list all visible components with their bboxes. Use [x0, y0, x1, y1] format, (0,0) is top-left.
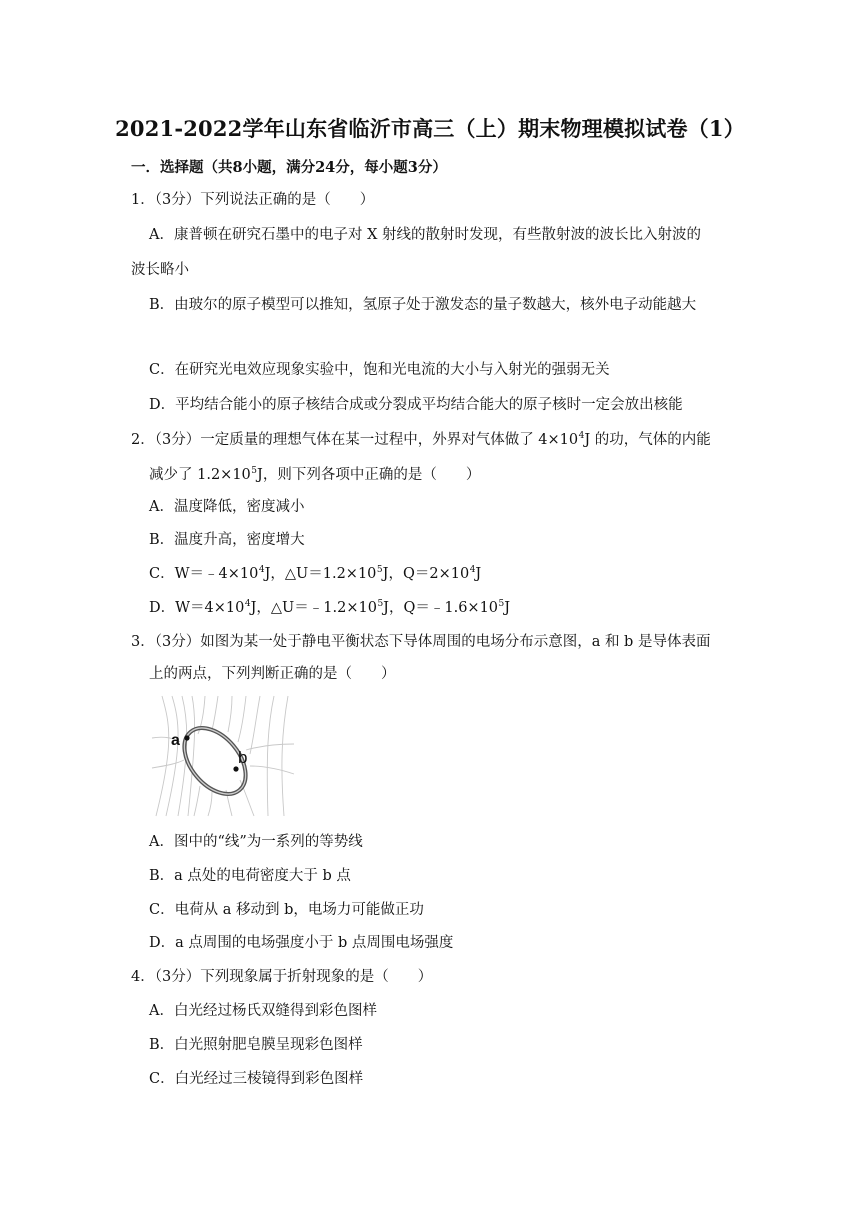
q4-option-c: C．白光经过三棱镜得到彩色图样 [149, 1071, 364, 1087]
label-b: b [238, 748, 248, 767]
q2-option-b: B．温度升高，密度增大 [149, 532, 305, 548]
point-a-dot [184, 735, 189, 740]
q2-option-d: D．$W=4\times 10^4J$，$\triangle U=﹣1.2\times 10^5J$，$Q=﹣1.6\times 10^5J$ [149, 599, 511, 616]
q2-stem-line1: 2．（3分）一定质量的理想气体在某一过程中，外界对气体做了 $4\times 10^4J$ 的功，气体的内能 [131, 431, 711, 448]
q2-option-c: C．$W=﹣4\times 10^4J$，$\triangle U=1.2\times 10^5J$，$Q=2\times 10^4J$ [149, 565, 482, 582]
q1-option-d: D．平均结合能小的原子核结合成或分裂成平均结合能大的原子核时一定会放出核能 [149, 397, 683, 413]
q1-option-b: B．由玻尔的原子模型可以推知，氢原子处于激发态的量子数越大，核外电子动能越大 [149, 297, 697, 313]
q3-option-a: A．图中的“线”为一系列的等势线 [149, 834, 363, 850]
q3-option-d: D．a 点周围的电场强度小于 b 点周围电场强度 [149, 935, 454, 951]
q3-stem-line2: 上的两点，下列判断正确的是（ ） [149, 666, 396, 682]
q1-option-a-line1: A．康普顿在研究石墨中的电子对 X 射线的散射时发现，有些散射波的波长比入射波的 [149, 227, 702, 243]
q2-option-a: A．温度降低，密度减小 [149, 499, 305, 515]
q1-stem: 1．（3分）下列说法正确的是（ ） [131, 192, 375, 208]
q4-stem: 4．（3分）下列现象属于折射现象的是（ ） [131, 969, 433, 985]
q1-option-c: C．在研究光电效应现象实验中，饱和光电流的大小与入射光的强弱无关 [149, 362, 610, 378]
q2-stem-line2: 减少了 $1.2\times 10^5J$，则下列各项中正确的是（ ） [149, 466, 481, 483]
q3-stem-line1: 3．（3分）如图为某一处于静电平衡状态下导体周围的电场分布示意图，a 和 b 是导体表面 [131, 634, 711, 650]
q4-option-a: A．白光经过杨氏双缝得到彩色图样 [149, 1003, 377, 1019]
point-b-dot [233, 766, 238, 771]
exam-title: 2021-2022学年山东省临沂市高三（上）期末物理模拟试卷（1） [115, 116, 745, 141]
electric-field-figure [150, 694, 296, 818]
q3-option-b: B．a 点处的电荷密度大于 b 点 [149, 868, 351, 884]
q1-option-a-line2: 波长略小 [131, 262, 189, 278]
section-heading: 一．选择题（共8小题，满分24分，每小题3分） [131, 159, 447, 176]
label-a: a [171, 732, 180, 749]
q3-option-c: C．电荷从 a 移动到 b，电场力可能做正功 [149, 902, 424, 918]
q4-option-b: B．白光照射肥皂膜呈现彩色图样 [149, 1037, 363, 1053]
